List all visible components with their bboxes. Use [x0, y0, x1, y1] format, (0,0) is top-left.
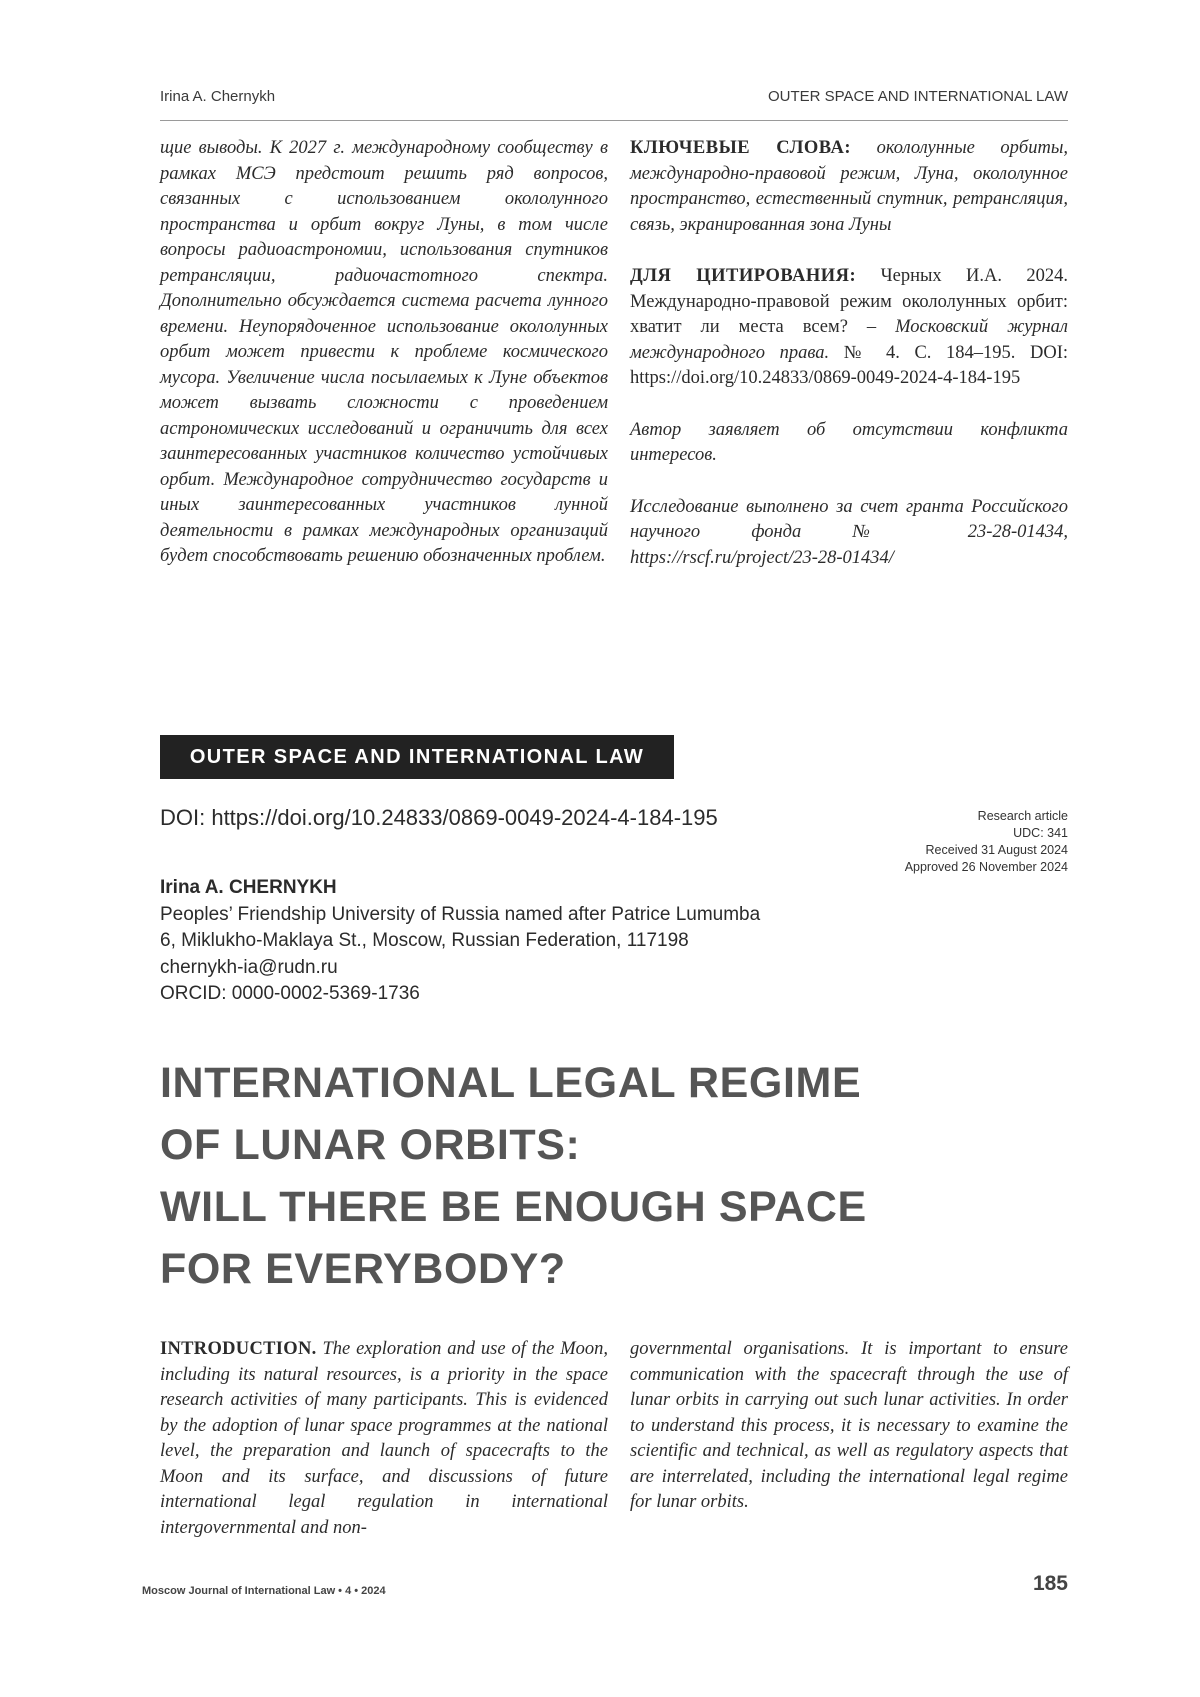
- author-email: chernykh-ia@rudn.ru: [160, 955, 760, 982]
- title-line: WILL THERE BE ENOUGH SPACE: [160, 1176, 1060, 1238]
- article-type: Research article: [905, 808, 1068, 825]
- conflict-statement: Автор заявляет об отсутствии конфликта интересов.: [630, 418, 1068, 469]
- author-block: [160, 875, 760, 1008]
- funding-statement: Исследование выполнено за счет гранта Российского научного фонда № 23-28-01434, https://rscf.ru/project/23-28-01434/: [630, 495, 1068, 572]
- received-date: Received 31 August 2024: [905, 842, 1068, 859]
- title-line: OF LUNAR ORBITS:: [160, 1114, 1060, 1176]
- introduction-right-column: governmental organisations. It is important to ensure communication with the spacecraft through the use of lunar orbits in carrying out such lunar activities. In order to understand this process, it is necessary to examine the scientific and technical, as well as regulatory aspects that are interrelated, including the international legal regime for lunar orbits.: [630, 1337, 1068, 1516]
- keywords-text: окололунные орбиты, международно-правовой режим, Луна, окололунное пространство, естественный спутник, ретрансляция, связь, экранированная зона Луны: [630, 138, 1068, 235]
- running-header-section: OUTER SPACE AND INTERNATIONAL LAW: [768, 88, 1068, 105]
- keywords-label: КЛЮЧЕВЫЕ СЛОВА:: [630, 138, 851, 158]
- citation-tail: № 4. С. 184–195. DOI: https://doi.org/10.24833/0869-0049-2024-4-184-195: [630, 343, 1068, 389]
- article-doi: DOI: https://doi.org/10.24833/0869-0049-2024-4-184-195: [160, 805, 718, 831]
- title-line: FOR EVERYBODY?: [160, 1238, 1060, 1300]
- page-number: 185: [1033, 1572, 1068, 1596]
- introduction-left-column: [160, 1337, 608, 1541]
- citation-journal: Московский журнал международного права.: [630, 317, 1068, 363]
- header-divider: [160, 120, 1068, 121]
- footer-journal: Moscow Journal of International Law • 4 • 2024: [142, 1585, 386, 1597]
- author-name: Irina A. CHERNYKH: [160, 875, 760, 902]
- article-meta: [905, 808, 1068, 876]
- section-banner: OUTER SPACE AND INTERNATIONAL LAW: [160, 735, 674, 779]
- citation-text: Черных И.А. 2024. Международно-правовой режим окололунных орбит: хватит ли места всем? –: [630, 266, 1068, 337]
- title-line: INTERNATIONAL LEGAL REGIME: [160, 1052, 1060, 1114]
- russian-citation: [630, 264, 1068, 392]
- citation-label: ДЛЯ ЦИТИРОВАНИЯ:: [630, 266, 856, 286]
- author-affiliation: Peoples’ Friendship University of Russia named after Patrice Lumumba: [160, 902, 760, 929]
- author-orcid: ORCID: 0000-0002-5369-1736: [160, 981, 760, 1008]
- running-header-author: Irina A. Chernykh: [160, 88, 275, 105]
- article-title: [160, 1052, 1060, 1300]
- article-udc: UDC: 341: [905, 825, 1068, 842]
- author-address: 6, Miklukho-Maklaya St., Moscow, Russian Federation, 117198: [160, 928, 760, 955]
- introduction-text: The exploration and use of the Moon, including its natural resources, is a priority in the space research activities of many participants. This is evidenced by the adoption of lunar space programmes at the national level, the preparation and launch of spacecrafts to the Moon and its surface, and discussions of future international legal regulation in international intergovernmental and non-: [160, 1339, 608, 1538]
- russian-keywords: [630, 136, 1068, 238]
- russian-metadata-column: [630, 136, 1068, 597]
- approved-date: Approved 26 November 2024: [905, 859, 1068, 876]
- introduction-label: INTRODUCTION.: [160, 1339, 317, 1359]
- russian-abstract-continuation: щие выводы. К 2027 г. международному сообществу в рамках МСЭ предстоит решить ряд вопросов, связанных с использованием окололунного пространства и орбит вокруг Луны, в том числе вопросы радиоастрономии, использования спутников ретрансляции, радиочастотного спектра. Дополнительно обсуждается система расчета лунного времени. Неупорядоченное использование окололунных орбит может привести к проблеме космического мусора. Увеличение числа посылаемых к Луне объектов может вызвать сложности с проведением астрономических исследований и ограничить для всех заинтересованных участников количество устойчивых орбит. Международное сотрудничество государств и иных заинтересованных участников лунной деятельности в рамках международных организаций будет способствовать решению обозначенных проблем.: [160, 136, 608, 570]
